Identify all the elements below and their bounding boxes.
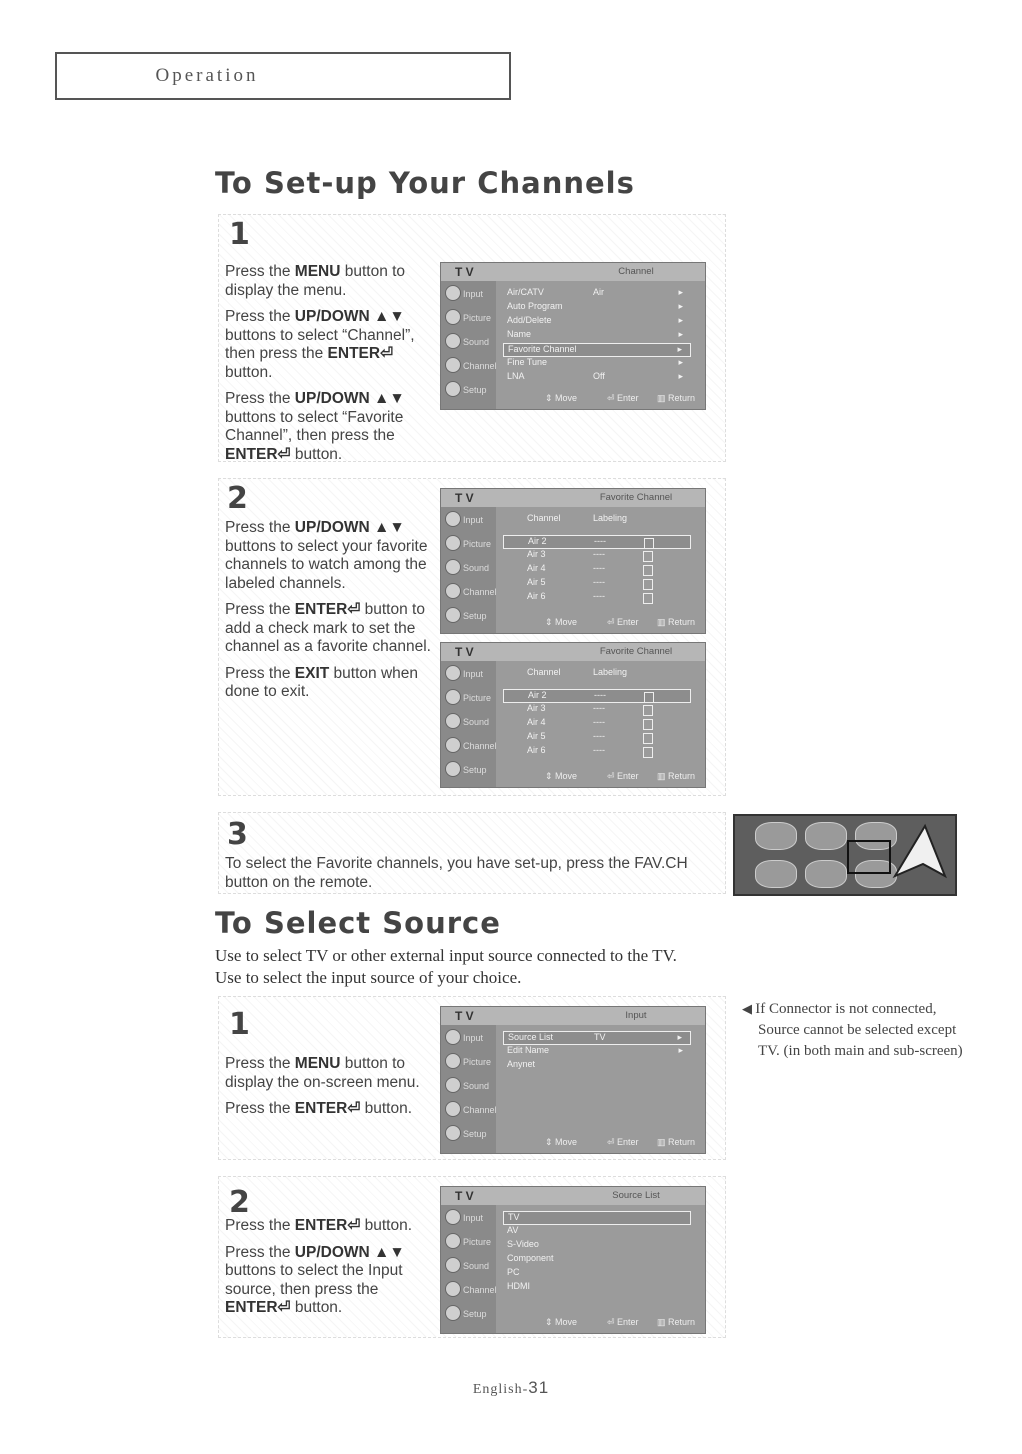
sidebar-item-channel: Channel <box>463 587 497 597</box>
checkbox-icon <box>643 733 653 744</box>
enter-hint: ⏎ Enter <box>607 1317 639 1327</box>
sidebar-item-channel: Channel <box>463 1285 497 1295</box>
sidebar-item-input: Input <box>463 669 484 679</box>
right-arrow-icon: ▸ <box>677 344 682 354</box>
menu-title: Favorite Channel <box>599 492 673 503</box>
remote-control-image <box>733 814 957 896</box>
right-arrow-icon: ▸ <box>678 301 683 311</box>
move-hint: ⇕ Move <box>545 393 578 403</box>
column-header <box>503 513 691 527</box>
menu-title: Favorite Channel <box>599 646 673 657</box>
sidebar-item-channel: Channel <box>463 361 497 371</box>
menu-row <box>503 689 691 703</box>
instruction-paragraph: Press the ENTER⏎ button to add a check mark to set the channel as a favorite channel. <box>225 601 431 655</box>
row-value: ---- <box>593 577 605 587</box>
connector-note <box>742 998 1012 1062</box>
row-label: Name <box>507 329 532 339</box>
menu-row <box>503 1045 691 1059</box>
sidebar-item-channel: Channel <box>463 1105 497 1115</box>
step-instructions <box>225 263 437 472</box>
tv-label: T V <box>455 1189 474 1203</box>
row-label: Component <box>507 1253 554 1263</box>
key-label: UP/DOWN ▲▼ <box>294 390 405 407</box>
remote-button-icon <box>805 822 847 850</box>
row-label: Air 4 <box>527 717 546 727</box>
menu-row <box>503 329 691 343</box>
menu-category-icon <box>445 1077 461 1093</box>
tv-footer <box>501 771 705 785</box>
row-label: Source List <box>508 1032 554 1042</box>
tv-screen-input-menu <box>440 1006 706 1154</box>
menu-row <box>503 1267 691 1281</box>
row-label: Air/CATV <box>507 287 544 297</box>
instruction-paragraph: Press the ENTER⏎ button. <box>225 1100 413 1117</box>
row-value: Air <box>593 287 604 297</box>
key-label: ENTER⏎ <box>294 1100 361 1117</box>
footer-language: English- <box>472 1382 529 1397</box>
menu-row <box>503 371 691 385</box>
tv-screen-favorite-channel-2 <box>440 642 706 788</box>
checkbox-icon <box>643 579 653 590</box>
menu-row <box>503 591 691 605</box>
move-hint: ⇕ Move <box>545 617 578 627</box>
col-channel-header: Channel <box>527 513 561 523</box>
return-hint: ▥ Return <box>657 393 696 403</box>
tv-sidebar <box>441 1025 496 1153</box>
instruction-paragraph: To select the Favorite channels, you have set-up, press the FAV.CH button on the remote. <box>225 855 688 891</box>
return-hint: ▥ Return <box>657 617 696 627</box>
checkbox-icon <box>643 593 653 604</box>
enter-hint: ⏎ Enter <box>607 393 639 403</box>
menu-row <box>503 357 691 371</box>
menu-category-icon <box>445 1101 461 1117</box>
row-label: TV <box>508 1212 520 1222</box>
sidebar-item-input: Input <box>463 1033 484 1043</box>
key-label: ENTER⏎ <box>327 345 394 362</box>
sidebar-item-setup: Setup <box>463 385 487 395</box>
key-label: UP/DOWN ▲▼ <box>294 519 405 536</box>
right-arrow-icon: ▸ <box>678 357 683 367</box>
instruction-paragraph: Press the UP/DOWN ▲▼ buttons to select your favorite channels to watch among the labeled channels. <box>225 519 428 592</box>
checkbox-icon <box>643 551 653 562</box>
menu-category-icon <box>445 1209 461 1225</box>
row-value: ---- <box>594 536 606 546</box>
return-hint: ▥ Return <box>657 1317 696 1327</box>
key-label: ENTER⏎ <box>225 445 291 463</box>
row-label: Anynet <box>507 1059 536 1069</box>
menu-row <box>503 1059 691 1073</box>
move-hint: ⇕ Move <box>545 771 578 781</box>
right-arrow-icon: ▸ <box>678 315 683 325</box>
col-labeling-header: Labeling <box>593 667 628 677</box>
sidebar-item-picture: Picture <box>463 539 492 549</box>
checkbox-icon <box>643 565 653 576</box>
sidebar-item-input: Input <box>463 515 484 525</box>
row-value: ---- <box>593 731 605 741</box>
sidebar-item-setup: Setup <box>463 1309 487 1319</box>
row-label: PC <box>507 1267 520 1277</box>
row-label: Favorite Channel <box>508 344 577 354</box>
remote-button-icon <box>805 860 847 888</box>
sidebar-item-sound: Sound <box>463 1261 490 1271</box>
right-arrow-icon: ▸ <box>677 1032 682 1042</box>
menu-row <box>503 731 691 745</box>
sidebar-item-picture: Picture <box>463 1057 492 1067</box>
instruction-paragraph: Press the EXIT button when done to exit. <box>225 664 418 700</box>
intro-line-1: Use to select TV or other external input source connected to the TV. <box>215 946 677 965</box>
key-label: MENU <box>294 1055 341 1072</box>
row-value: ---- <box>593 591 605 601</box>
row-label: Air 2 <box>528 690 547 700</box>
row-label: S-Video <box>507 1239 539 1249</box>
step-number: 2 <box>229 1185 250 1220</box>
sidebar-item-channel: Channel <box>463 741 497 751</box>
menu-row <box>503 717 691 731</box>
menu-category-icon <box>445 381 461 397</box>
tv-screen-favorite-channel-1 <box>440 488 706 634</box>
tv-title-bar <box>441 1187 705 1205</box>
menu-category-icon <box>445 1233 461 1249</box>
instruction-paragraph: Press the UP/DOWN ▲▼ buttons to select “Favorite Channel”, then press the ENTER⏎ button. <box>225 390 405 463</box>
row-label: Fine Tune <box>507 357 548 367</box>
key-label: UP/DOWN ▲▼ <box>294 308 405 325</box>
row-label: HDMI <box>507 1281 530 1291</box>
menu-title: Input <box>625 1010 647 1021</box>
row-label: Air 5 <box>527 731 546 741</box>
row-value: TV <box>594 1032 606 1042</box>
key-label: UP/DOWN ▲▼ <box>294 1243 405 1261</box>
row-label: Add/Delete <box>507 315 552 325</box>
instruction-paragraph: Press the MENU button to display the menu. <box>225 263 406 299</box>
section-title-setup-channels: To Set-up Your Channels <box>215 166 635 200</box>
tv-footer <box>501 1317 705 1331</box>
step-instructions <box>225 855 723 900</box>
right-arrow-icon: ▸ <box>678 371 683 381</box>
tv-footer <box>501 393 705 407</box>
step-number: 2 <box>227 481 248 516</box>
menu-category-icon <box>445 559 461 575</box>
tv-title-bar <box>441 263 705 281</box>
row-value: ---- <box>593 703 605 713</box>
menu-title: Channel <box>618 266 654 277</box>
row-value: ---- <box>594 690 606 700</box>
note-line-2: Source cannot be selected except <box>758 1022 957 1038</box>
step-instructions <box>225 519 435 710</box>
right-arrow-icon: ▸ <box>678 1045 683 1055</box>
menu-row <box>503 703 691 717</box>
move-hint: ⇕ Move <box>545 1137 578 1147</box>
row-value: Off <box>593 371 605 381</box>
menu-row <box>503 1281 691 1295</box>
row-label: Air 4 <box>527 563 546 573</box>
menu-row <box>503 1253 691 1267</box>
menu-row <box>503 287 691 301</box>
note-arrow-icon: ◀ <box>742 1001 756 1016</box>
row-value: ---- <box>593 745 605 755</box>
menu-row <box>503 1211 691 1225</box>
menu-category-icon <box>445 357 461 373</box>
menu-category-icon <box>445 689 461 705</box>
tv-sidebar <box>441 281 496 409</box>
instruction-paragraph: Press the UP/DOWN ▲▼ buttons to select the Input source, then press the ENTER⏎ button. <box>225 1243 405 1316</box>
menu-category-icon <box>445 1053 461 1069</box>
tv-label: T V <box>455 491 474 505</box>
menu-row <box>503 343 691 357</box>
row-label: Air 3 <box>527 703 546 713</box>
sidebar-item-picture: Picture <box>463 1237 492 1247</box>
checkbox-icon <box>643 747 653 758</box>
row-label: Air 2 <box>528 536 547 546</box>
menu-category-icon <box>445 665 461 681</box>
tv-screen-source-list <box>440 1186 706 1334</box>
col-channel-header: Channel <box>527 667 561 677</box>
row-value: ---- <box>593 717 605 727</box>
tv-label: T V <box>455 265 474 279</box>
menu-category-icon <box>445 713 461 729</box>
tv-footer <box>501 617 705 631</box>
setup-step-3-panel <box>218 812 726 894</box>
checkbox-icon <box>643 719 653 730</box>
menu-category-icon <box>445 761 461 777</box>
menu-category-icon <box>445 1257 461 1273</box>
col-labeling-header: Labeling <box>593 513 628 523</box>
step-number: 1 <box>229 1007 250 1042</box>
key-label: EXIT <box>294 664 330 682</box>
menu-row <box>503 535 691 549</box>
section-header-box <box>55 52 511 100</box>
row-label: Air 6 <box>527 745 546 755</box>
sidebar-item-setup: Setup <box>463 1129 487 1139</box>
checkbox-icon <box>644 692 654 703</box>
key-label: ENTER⏎ <box>294 1217 361 1234</box>
menu-category-icon <box>445 535 461 551</box>
sidebar-item-picture: Picture <box>463 313 492 323</box>
menu-category-icon <box>445 1281 461 1297</box>
tv-label: T V <box>455 645 474 659</box>
tv-footer <box>501 1137 705 1151</box>
row-label: Air 3 <box>527 549 546 559</box>
menu-row <box>503 549 691 563</box>
menu-row <box>503 577 691 591</box>
remote-button-icon <box>755 822 797 850</box>
tv-sidebar <box>441 507 496 633</box>
menu-category-icon <box>445 285 461 301</box>
row-label: AV <box>507 1225 519 1235</box>
pointer-arrow-icon <box>885 816 955 896</box>
instruction-paragraph: Press the ENTER⏎ button. <box>225 1217 413 1234</box>
row-value: ---- <box>593 563 605 573</box>
sidebar-item-input: Input <box>463 289 484 299</box>
step-number: 1 <box>229 217 250 252</box>
tv-title-bar <box>441 489 705 507</box>
column-header <box>503 667 691 681</box>
key-label: ENTER⏎ <box>225 1299 291 1316</box>
enter-hint: ⏎ Enter <box>607 1137 639 1147</box>
menu-category-icon <box>445 607 461 623</box>
sidebar-item-sound: Sound <box>463 337 490 347</box>
menu-row <box>503 315 691 329</box>
sidebar-item-picture: Picture <box>463 693 492 703</box>
row-label: Air 6 <box>527 591 546 601</box>
step-instructions <box>225 1217 437 1326</box>
row-label: Air 5 <box>527 577 546 587</box>
instruction-paragraph: Press the MENU button to display the on-screen menu. <box>225 1055 420 1091</box>
remote-button-icon <box>755 860 797 888</box>
key-label: MENU <box>294 263 341 280</box>
sidebar-item-sound: Sound <box>463 1081 490 1091</box>
tv-sidebar <box>441 661 496 787</box>
tv-label: T V <box>455 1009 474 1023</box>
menu-row <box>503 745 691 759</box>
row-label: Auto Program <box>507 301 563 311</box>
tv-screen-channel-menu <box>440 262 706 410</box>
section-title-select-source: To Select Source <box>215 906 501 940</box>
sidebar-item-setup: Setup <box>463 611 487 621</box>
page-number: 31 <box>528 1378 550 1397</box>
menu-row <box>503 1225 691 1239</box>
note-line-3: TV. (in both main and sub-screen) <box>758 1043 963 1059</box>
menu-category-icon <box>445 1029 461 1045</box>
menu-row <box>503 1031 691 1045</box>
sidebar-item-input: Input <box>463 1213 484 1223</box>
checkbox-icon <box>643 705 653 716</box>
return-hint: ▥ Return <box>657 1137 696 1147</box>
row-label: Edit Name <box>507 1045 550 1055</box>
menu-row <box>503 301 691 315</box>
menu-category-icon <box>445 511 461 527</box>
instruction-paragraph: Press the UP/DOWN ▲▼ buttons to select “Channel”, then press the ENTER⏎ button. <box>225 308 415 381</box>
tv-title-bar <box>441 1007 705 1025</box>
section-label: Operation <box>155 65 259 86</box>
checkbox-icon <box>644 538 654 549</box>
menu-category-icon <box>445 737 461 753</box>
enter-hint: ⏎ Enter <box>607 617 639 627</box>
menu-category-icon <box>445 1125 461 1141</box>
sidebar-item-setup: Setup <box>463 765 487 775</box>
menu-category-icon <box>445 1305 461 1321</box>
sidebar-item-sound: Sound <box>463 563 490 573</box>
right-arrow-icon: ▸ <box>678 329 683 339</box>
row-label: LNA <box>507 371 525 381</box>
tv-sidebar <box>441 1205 496 1333</box>
menu-category-icon <box>445 309 461 325</box>
row-value: ---- <box>593 549 605 559</box>
sidebar-item-sound: Sound <box>463 717 490 727</box>
menu-category-icon <box>445 333 461 349</box>
step-instructions <box>225 1055 439 1127</box>
menu-title: Source List <box>612 1190 660 1201</box>
tv-title-bar <box>441 643 705 661</box>
menu-row <box>503 1239 691 1253</box>
step-number: 3 <box>227 817 248 852</box>
key-label: ENTER⏎ <box>294 601 361 618</box>
page-footer <box>0 1378 1022 1398</box>
return-hint: ▥ Return <box>657 771 696 781</box>
right-arrow-icon: ▸ <box>678 287 683 297</box>
intro-line-2: Use to select the input source of your choice. <box>215 968 522 987</box>
note-line-1: If Connector is not connected, <box>755 1001 937 1017</box>
menu-category-icon <box>445 583 461 599</box>
enter-hint: ⏎ Enter <box>607 771 639 781</box>
move-hint: ⇕ Move <box>545 1317 578 1327</box>
menu-row <box>503 563 691 577</box>
